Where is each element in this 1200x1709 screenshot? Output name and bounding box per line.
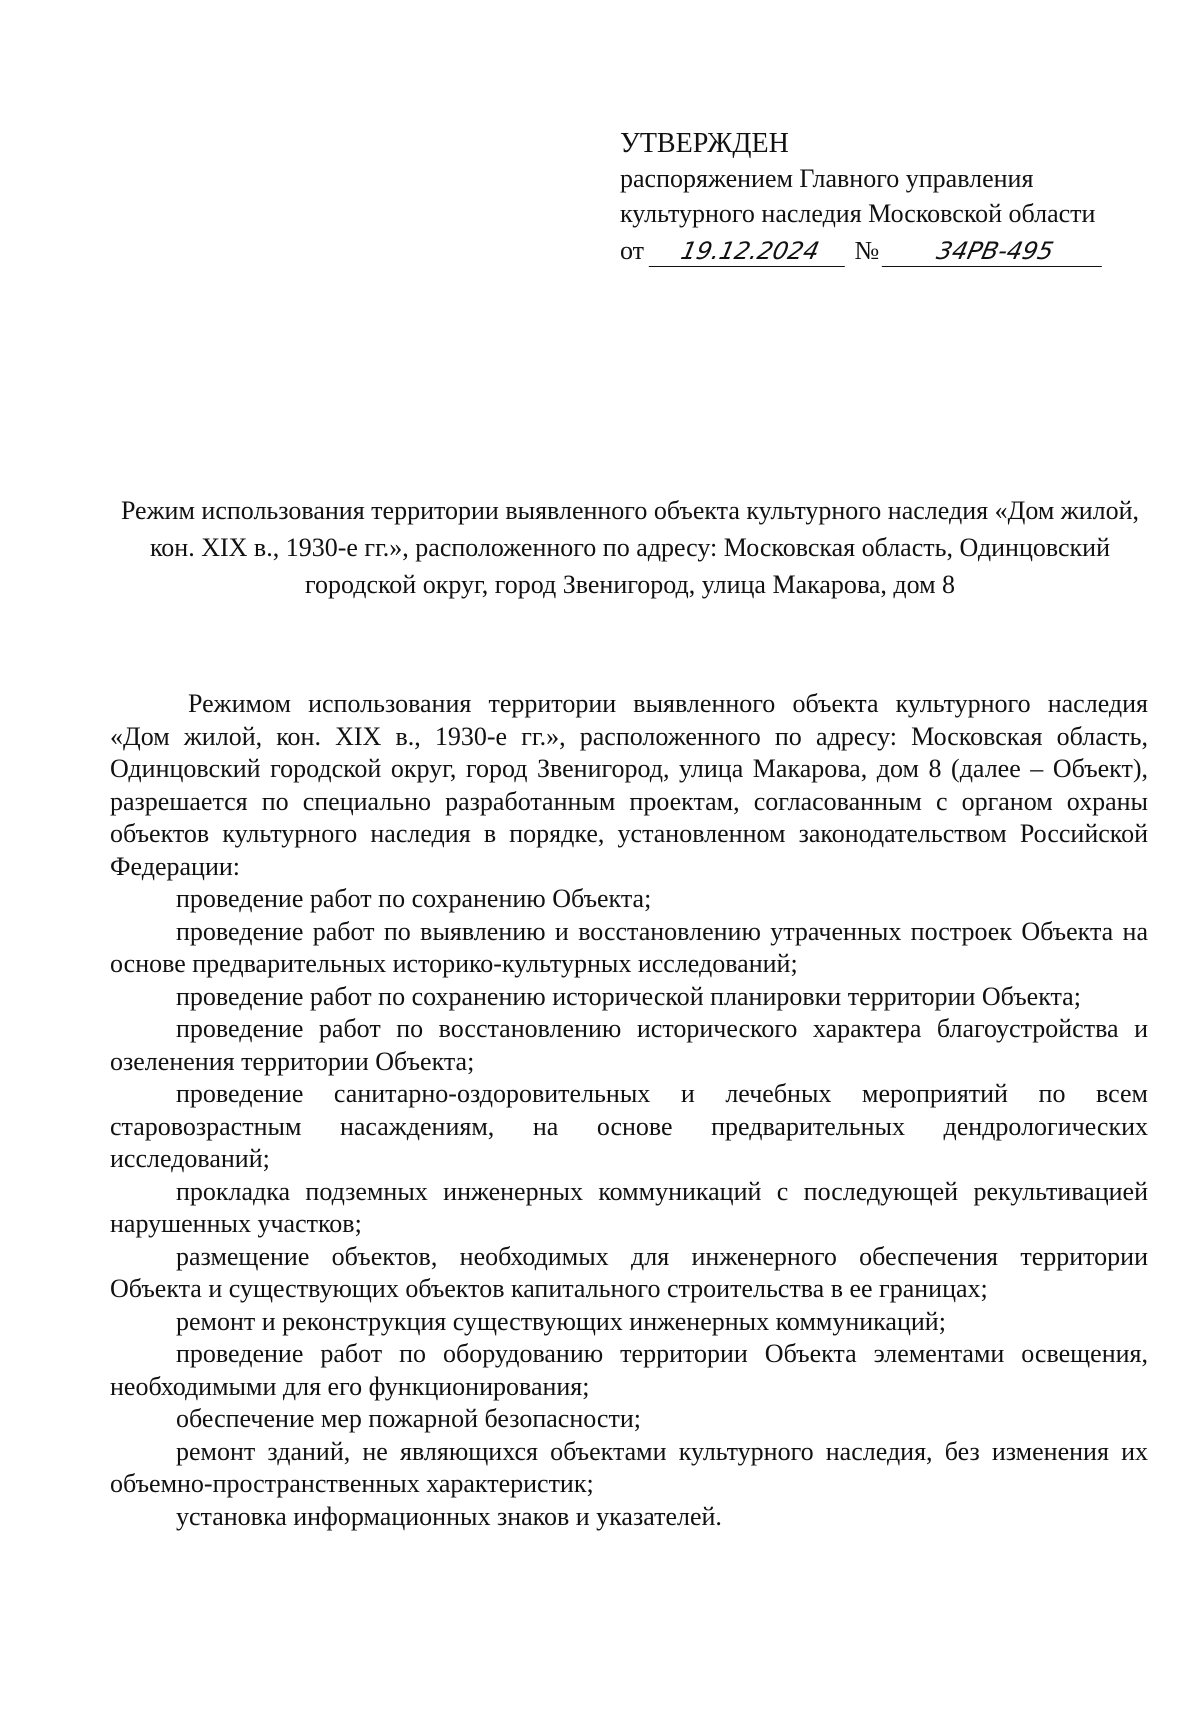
approval-line-1: распоряжением Главного управления — [620, 164, 1034, 193]
handwritten-date: 19.12.2024 — [649, 236, 852, 267]
approval-date-number-line — [620, 233, 1160, 268]
list-item: проведение работ по сохранению исторической планировки территории Объекта; — [176, 981, 1081, 1011]
list-item: проведение работ по восстановлению исторического характера благоустройства и озеленения территории Объекта; — [110, 1014, 1148, 1076]
approval-title: УТВЕРЖДЕН — [620, 128, 789, 159]
approval-line-2: культурного наследия Московской области — [620, 199, 1096, 228]
intro-paragraph: Режимом использования территории выявленного объекта культурного наследия «Дом жилой, кон. XIX в., 1930-е гг.», расположенного по адресу: Московская область, Одинцовский городской округ, город Звенигород, улица Макарова, дом 8 (далее – Объект), разрешается по специально разработанным проектам, согласованным с органом охраны объектов культурного наследия в порядке, установленном законодательством Российской Федерации: — [110, 689, 1148, 881]
approval-stamp — [620, 126, 1160, 268]
list-item: прокладка подземных инженерных коммуникаций с последующей рекультивацией нарушенных участков; — [110, 1176, 1148, 1238]
list-item: проведение работ по выявлению и восстановлению утраченных построек Объекта на основе предварительных историко-культурных исследований; — [110, 916, 1148, 978]
handwritten-number: 34РВ-495 — [882, 236, 1109, 267]
document-heading: Режим использования территории выявленного объекта культурного наследия «Дом жилой, кон. XIX в., 1930-е гг.», расположенного по адресу: Московская область, Одинцовский городской округ, город Звенигород, улица Макарова, дом 8 — [120, 496, 1140, 599]
list-item: ремонт зданий, не являющихся объектами культурного наследия, без изменения их объемно-пространственных характеристик; — [110, 1436, 1148, 1498]
list-item: проведение работ по сохранению Объекта; — [176, 884, 652, 913]
list-item: обеспечение мер пожарной безопасности; — [176, 1404, 641, 1433]
list-item: размещение объектов, необходимых для инженерного обеспечения территории Объекта и существующих объектов капитального строительства в ее границах; — [110, 1241, 1148, 1303]
list-item: проведение санитарно-оздоровительных и лечебных мероприятий по всем старовозрастным насаждениям, на основе предварительных дендрологических исследований; — [110, 1079, 1148, 1173]
list-item: ремонт и реконструкция существующих инженерных коммуникаций; — [176, 1306, 946, 1336]
document-body — [110, 688, 1148, 1533]
list-item: проведение работ по оборудованию территории Объекта элементами освещения, необходимыми для его функционирования; — [110, 1339, 1148, 1401]
list-item: установка информационных знаков и указателей. — [176, 1501, 722, 1531]
number-label: № — [854, 236, 880, 265]
from-label: от — [620, 236, 645, 265]
